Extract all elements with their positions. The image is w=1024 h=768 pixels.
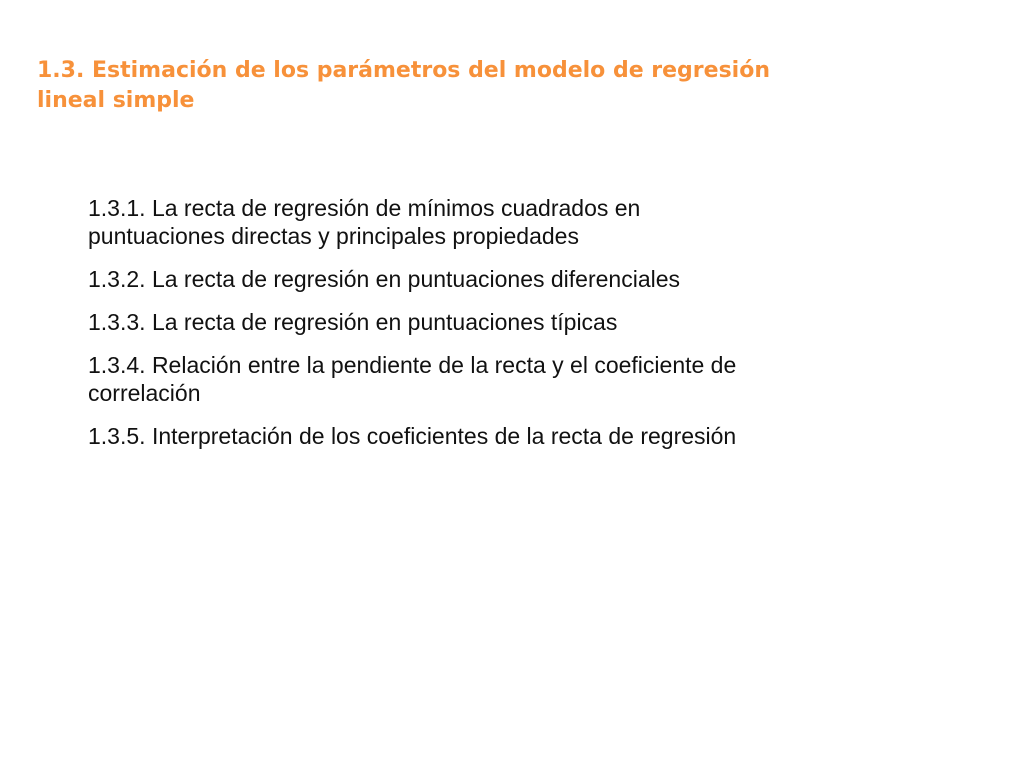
outline-item-number: 1.3.3. [88,309,146,335]
outline-item-1-3-4 [88,351,988,407]
outline-item-1-3-5 [88,422,988,450]
outline-item-text: La recta de regresión de mínimos cuadrados en [151,195,641,221]
outline-item-text: La recta de regresión en puntuaciones diferenciales [151,266,681,292]
slide-title-line-2: lineal simple [37,88,195,113]
outline-item-text: Relación entre la pendiente de la recta y el coeficiente de [151,352,737,378]
outline-item-number: 1.3.4. [88,352,146,378]
outline-item-text-continued: correlación [88,380,201,406]
outline-item-number: 1.3.2. [88,266,146,292]
outline-item-number: 1.3.5. [88,423,146,449]
outline-item-1-3-1 [88,194,988,250]
outline-item-1-3-3 [88,308,988,336]
slide-title-line-1: 1.3. Estimación de los parámetros del modelo de regresión [37,58,770,83]
slide-title [37,56,937,116]
outline-item-text: Interpretación de los coeficientes de la recta de regresión [151,423,737,449]
outline-item-text: La recta de regresión en puntuaciones típicas [151,309,618,335]
outline-item-text-continued: puntuaciones directas y principales propiedades [88,223,579,249]
outline-item-1-3-2 [88,265,988,293]
outline-list [88,194,988,465]
outline-item-number: 1.3.1. [88,195,146,221]
